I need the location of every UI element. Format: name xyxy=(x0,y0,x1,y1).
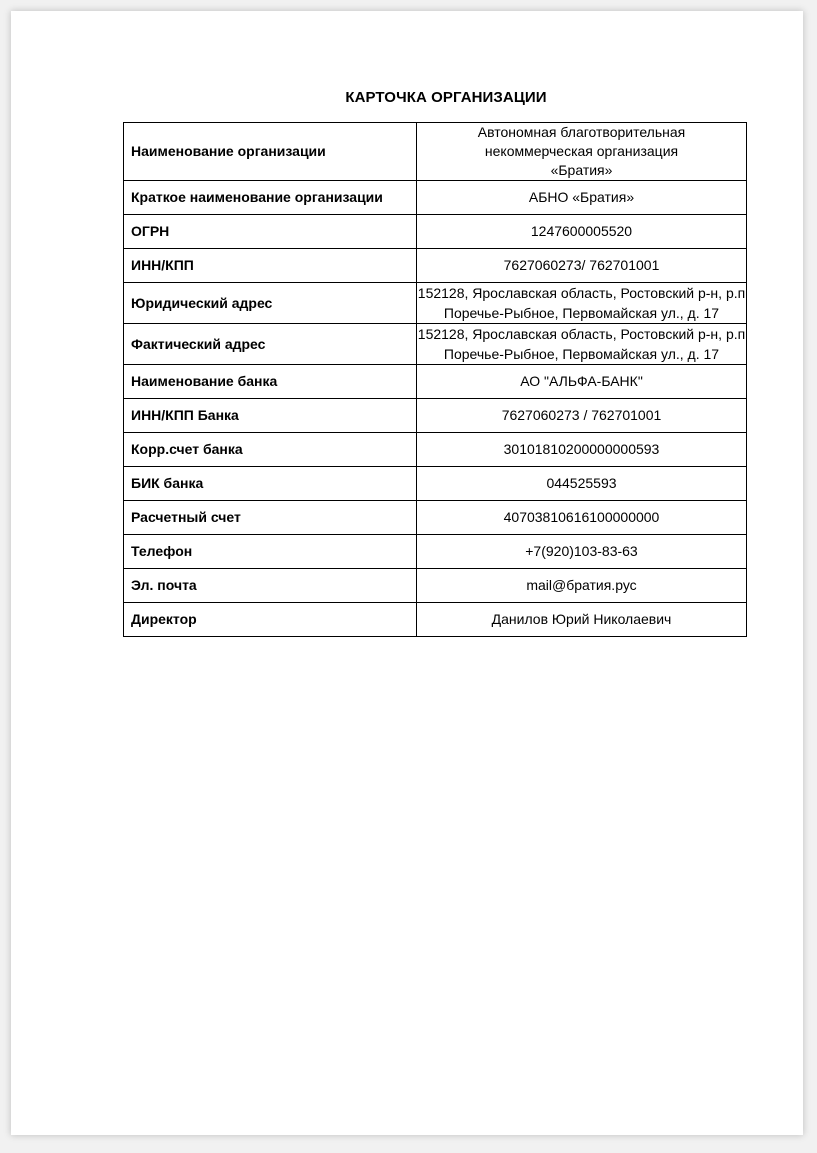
row-label: Наименование банка xyxy=(124,365,417,399)
row-label: ИНН/КПП xyxy=(124,249,417,283)
document-page xyxy=(11,11,803,1135)
organization-card-table xyxy=(123,122,747,637)
table-row xyxy=(124,501,747,535)
row-label: БИК банка xyxy=(124,467,417,501)
row-value: АО "АЛЬФА-БАНК" xyxy=(417,365,747,399)
table-row xyxy=(124,603,747,637)
table-row xyxy=(124,467,747,501)
row-label: Корр.счет банка xyxy=(124,433,417,467)
row-value: mail@братия.рус xyxy=(417,569,747,603)
row-value: 152128, Ярославская область, Ростовский р-н, р.п Поречье-Рыбное, Первомайская ул., д. 17 xyxy=(417,283,747,324)
row-label: Краткое наименование организации xyxy=(124,181,417,215)
table-row xyxy=(124,283,747,324)
row-label: Эл. почта xyxy=(124,569,417,603)
row-label: ОГРН xyxy=(124,215,417,249)
table-row xyxy=(124,569,747,603)
row-value: 1247600005520 xyxy=(417,215,747,249)
table-row xyxy=(124,181,747,215)
table-row xyxy=(124,123,747,181)
row-value: 40703810616100000000 xyxy=(417,501,747,535)
table-row xyxy=(124,324,747,365)
document-title: КАРТОЧКА ОРГАНИЗАЦИИ xyxy=(345,89,547,106)
row-label: ИНН/КПП Банка xyxy=(124,399,417,433)
row-label: Расчетный счет xyxy=(124,501,417,535)
row-value: Автономная благотворительная некоммерческая организация «Братия» xyxy=(417,123,747,181)
row-value: 7627060273/ 762701001 xyxy=(417,249,747,283)
table-row xyxy=(124,535,747,569)
table-row xyxy=(124,433,747,467)
table-row xyxy=(124,215,747,249)
row-value: +7(920)103-83-63 xyxy=(417,535,747,569)
table-row xyxy=(124,249,747,283)
table-row xyxy=(124,399,747,433)
row-label: Юридический адрес xyxy=(124,283,417,324)
row-value: 30101810200000000593 xyxy=(417,433,747,467)
row-label: Директор xyxy=(124,603,417,637)
row-value: 152128, Ярославская область, Ростовский р-н, р.п Поречье-Рыбное, Первомайская ул., д. 17 xyxy=(417,324,747,365)
row-label: Наименование организации xyxy=(124,123,417,181)
row-label: Телефон xyxy=(124,535,417,569)
row-value: Данилов Юрий Николаевич xyxy=(417,603,747,637)
row-value: АБНО «Братия» xyxy=(417,181,747,215)
table-row xyxy=(124,365,747,399)
row-value: 044525593 xyxy=(417,467,747,501)
row-label: Фактический адрес xyxy=(124,324,417,365)
row-value: 7627060273 / 762701001 xyxy=(417,399,747,433)
